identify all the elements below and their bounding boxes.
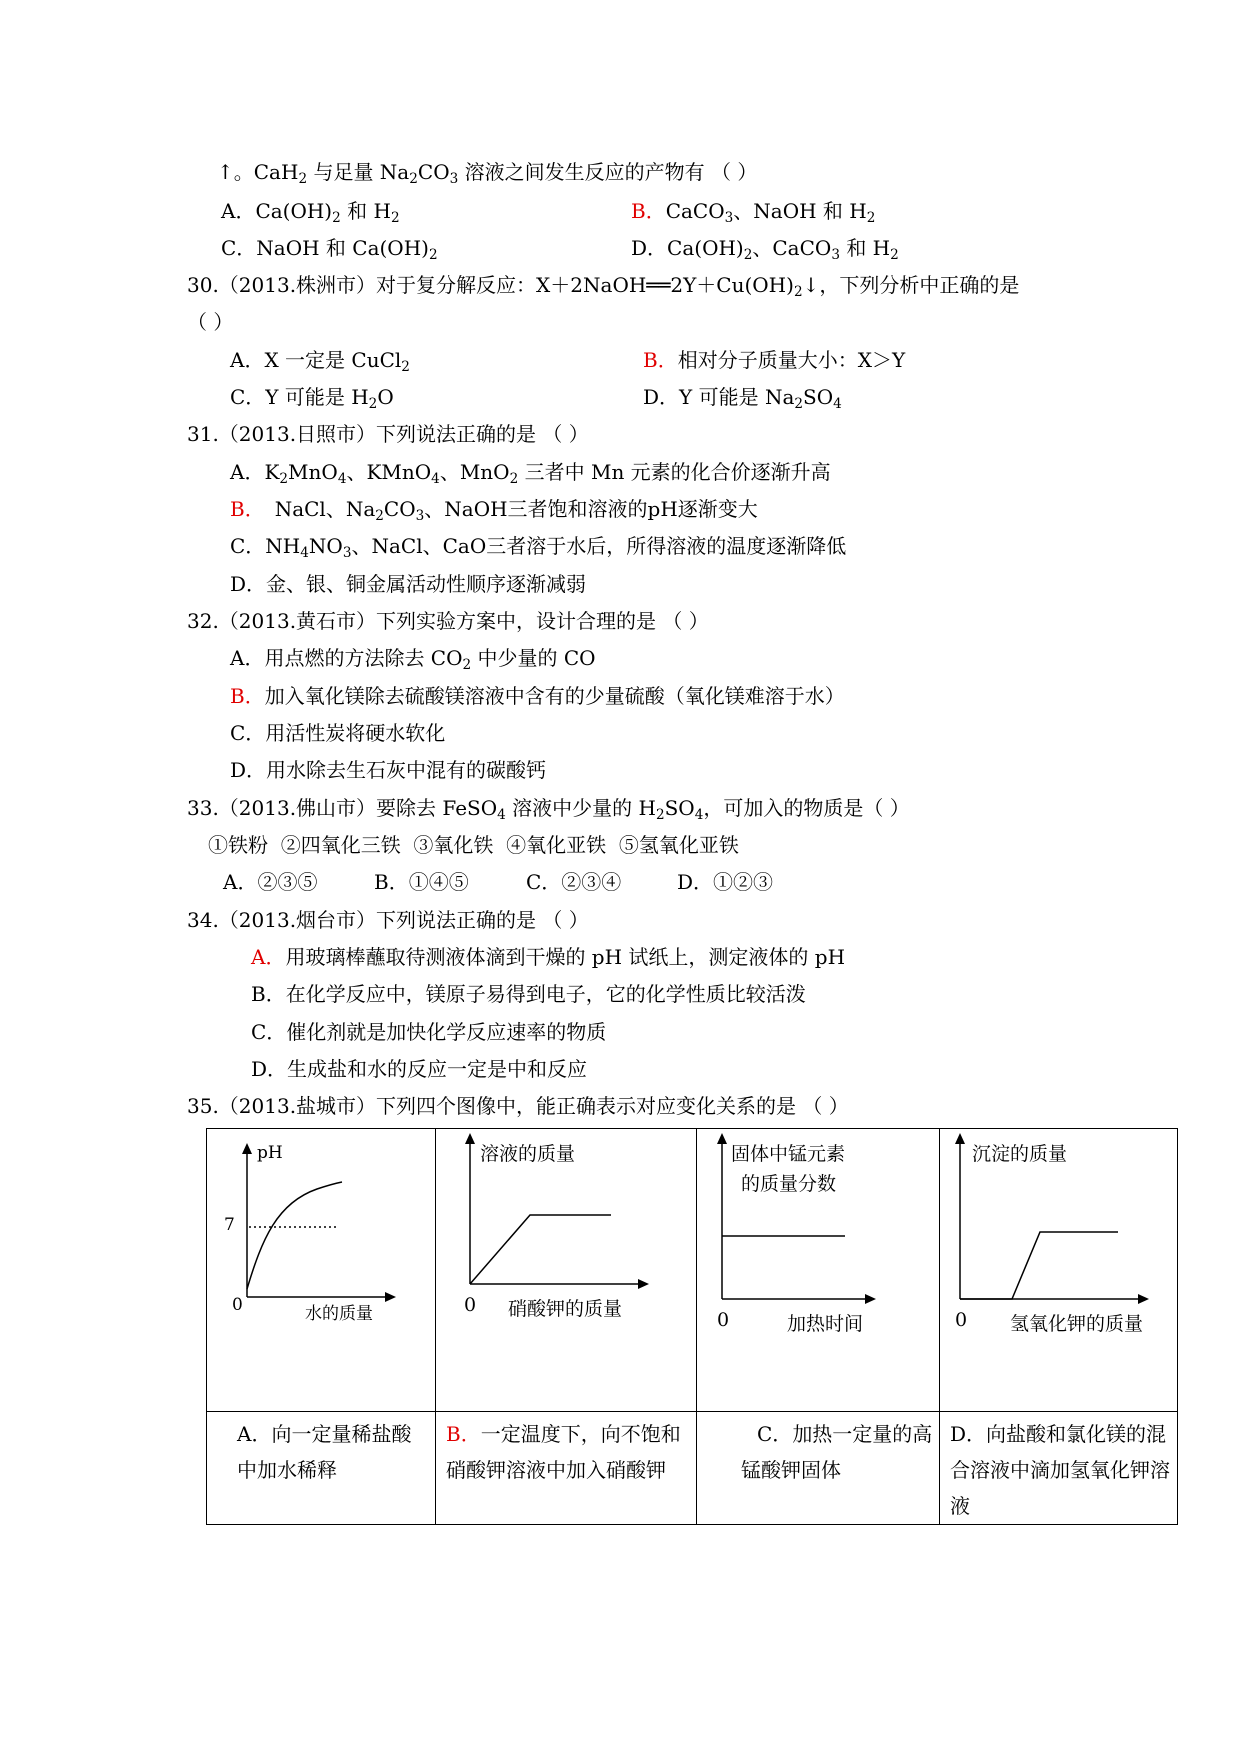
graph-b-y-label: 溶液的质量 <box>480 1143 576 1165</box>
caption-a: A．向一定量稀盐酸中加水稀释 <box>207 1412 436 1525</box>
graph-b <box>436 1129 697 1412</box>
q30-option-b: B．相对分子质量大小：X＞Y <box>643 348 906 372</box>
graph-a-origin: 0 <box>232 1295 243 1315</box>
answer-letter: B． <box>446 1422 481 1446</box>
option-letter: D． <box>950 1422 987 1446</box>
graph-c-x-label: 加热时间 <box>787 1313 864 1335</box>
q33-option-d: D．①②③ <box>677 870 774 894</box>
q30-option-c: C．Y 可能是 $H_2O$ <box>230 385 394 412</box>
answer-letter: A． <box>251 945 286 969</box>
q33-option-a: A．②③⑤ <box>223 870 318 894</box>
q34-stem: 34.（2013.烟台市）下列说法正确的是 （ ） <box>187 908 589 932</box>
q32-option-d: D．用水除去生石灰中混有的碳酸钙 <box>230 758 547 782</box>
graph-a <box>207 1129 436 1412</box>
graph-a-plot <box>207 1129 436 1411</box>
q29-option-a: A．$Ca(OH)_2$ 和 $H_2$ <box>221 199 400 226</box>
graph-d-plot <box>940 1129 1178 1411</box>
q30-paren: （ ） <box>187 310 234 334</box>
q29-option-b: B．CaCO$_3$、NaOH 和 $H_2$ <box>631 199 876 226</box>
q34-option-b: B．在化学反应中，镁原子易得到电子，它的化学性质比较活泼 <box>251 982 806 1006</box>
caption-c: C．加热一定量的高锰酸钾固体 <box>697 1412 940 1525</box>
q33-option-c: C．②③④ <box>526 870 622 894</box>
q30-option-d: D．Y 可能是 $Na_2SO_4$ <box>643 385 842 412</box>
q34-option-d: D．生成盐和水的反应一定是中和反应 <box>251 1057 588 1081</box>
graph-b-x-label: 硝酸钾的质量 <box>508 1298 623 1320</box>
graph-d-y-label: 沉淀的质量 <box>972 1143 1068 1165</box>
q31-option-a: A．$K_2MnO_4$、KMnO$_4$、MnO$_2$ 三者中 Mn 元素的化合价逐渐升高 <box>230 460 831 487</box>
q31-option-d: D．金、银、铜金属活动性顺序逐渐减弱 <box>230 572 587 596</box>
graph-c-origin: 0 <box>717 1309 730 1331</box>
q32-option-b: B．加入氧化镁除去硫酸镁溶液中含有的少量硫酸（氧化镁难溶于水） <box>230 684 845 708</box>
caption-b: B．一定温度下，向不饱和硝酸钾溶液中加入硝酸钾 <box>436 1412 697 1525</box>
answer-letter: B． <box>230 497 265 521</box>
q34-option-c: C．催化剂就是加快化学反应速率的物质 <box>251 1020 607 1044</box>
q29-option-d: D．$Ca(OH)_2$、CaCO$_3$ 和 $H_2$ <box>631 236 899 263</box>
q34-option-a: A．用玻璃棒蘸取待测液体滴到干燥的 pH 试纸上，测定液体的 pH <box>251 945 846 969</box>
option-letter: C． <box>757 1422 793 1446</box>
graph-c <box>697 1129 940 1412</box>
graph-a-7-mark: 7 <box>224 1215 235 1235</box>
q32-option-a: A．用点燃的方法除去 $CO_2$ 中少量的 CO <box>230 646 596 673</box>
q29-option-c: C．NaOH 和 $Ca(OH)_2$ <box>221 236 438 263</box>
q31-stem: 31.（2013.日照市）下列说法正确的是 （ ） <box>187 422 589 446</box>
answer-letter: B． <box>631 199 666 223</box>
graph-c-y-label-2: 的质量分数 <box>741 1173 837 1195</box>
q31-option-b: B． NaCl、$Na_2CO_3$、NaOH三者饱和溶液的pH逐渐变大 <box>230 497 758 524</box>
q33-items: ①铁粉 ②四氧化三铁 ③氧化铁 ④氧化亚铁 ⑤氢氧化亚铁 <box>208 833 739 857</box>
option-letter: A． <box>237 1422 272 1446</box>
q30-option-a: A．X 一定是 CuCl$_2$ <box>230 348 410 375</box>
graph-b-plot <box>436 1129 697 1411</box>
graph-a-y-label: pH <box>257 1143 283 1163</box>
answer-letter: B． <box>230 684 265 708</box>
q33-stem: 33.（2013.佛山市）要除去 FeSO$_4$ 溶液中少量的 $H_2SO_4$，可加入的物质是（ ） <box>187 796 910 823</box>
q32-option-c: C．用活性炭将硬水软化 <box>230 721 446 745</box>
q30-stem: 30.（2013.株洲市）对于复分解反应：$X+2NaOH══2Y+Cu(OH)_2↓$，下列分析中正确的是 <box>187 273 1020 300</box>
q29-stem: ↑。CaH$_2$ 与足量 $Na_2CO_3$ 溶液之间发生反应的产物有 （ ） <box>217 160 758 187</box>
answer-letter: B． <box>643 348 678 372</box>
graph-d-x-label: 氢氧化钾的质量 <box>1010 1313 1144 1335</box>
q31-option-c: C．$NH_4NO_3$、NaCl、CaO三者溶于水后，所得溶液的温度逐渐降低 <box>230 534 847 561</box>
q32-stem: 32.（2013.黄石市）下列实验方案中，设计合理的是 （ ） <box>187 609 709 633</box>
caption-d: D．向盐酸和氯化镁的混合溶液中滴加氢氧化钾溶液 <box>940 1412 1178 1525</box>
graph-c-y-label-1: 固体中锰元素 <box>731 1143 846 1165</box>
q33-option-b: B．①④⑤ <box>374 870 469 894</box>
graph-options-table <box>206 1128 1178 1525</box>
graph-b-origin: 0 <box>464 1294 477 1316</box>
graph-d-origin: 0 <box>955 1309 968 1331</box>
graph-a-x-label: 水的质量 <box>305 1304 373 1324</box>
q35-stem: 35.（2013.盐城市）下列四个图像中，能正确表示对应变化关系的是 （ ） <box>187 1094 849 1118</box>
graph-d <box>940 1129 1178 1412</box>
